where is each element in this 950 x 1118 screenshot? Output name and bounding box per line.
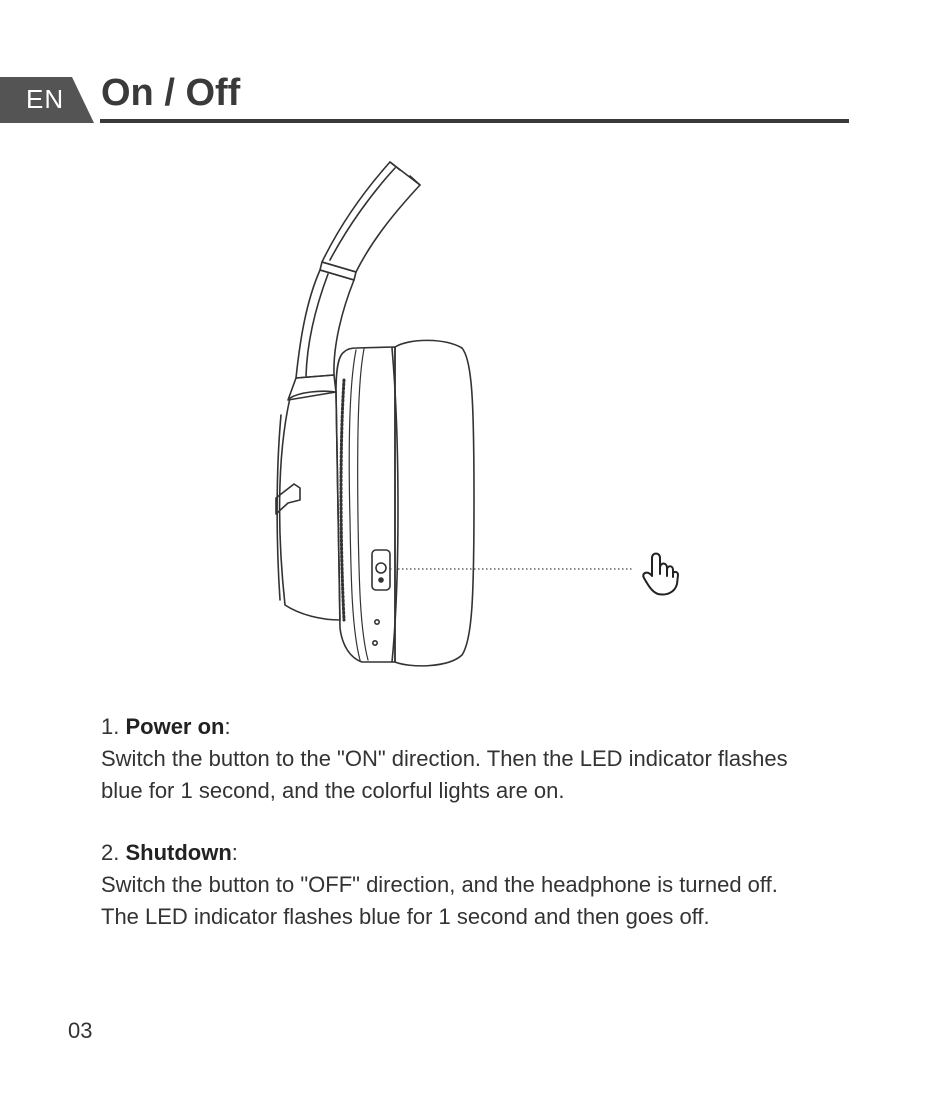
heading-colon: : [231, 840, 238, 865]
heading-colon: : [224, 714, 231, 739]
instruction-heading [101, 837, 778, 869]
headband-upper [322, 162, 420, 272]
instruction-line: Switch the button to "OFF" direction, and the headphone is turned off. [101, 872, 778, 897]
headband-upper-inner [330, 168, 395, 260]
instruction-heading-text: Power on [125, 714, 225, 739]
instruction-line: Switch the button to the "ON" direction. Then the LED indicator flashes [101, 746, 788, 771]
led-hole-1 [375, 620, 379, 624]
page-number: 03 [68, 1018, 93, 1043]
instruction-line: blue for 1 second, and the colorful lights are on. [101, 778, 565, 803]
instruction-number: 2. [101, 840, 126, 865]
ear-cup-body [336, 347, 395, 662]
led-hole-2 [373, 641, 377, 645]
language-label: EN [26, 84, 65, 114]
switch-knob [376, 563, 386, 573]
instruction-number: 1. [101, 714, 126, 739]
power-slide-switch [372, 550, 390, 590]
pointing-hand-icon [643, 554, 678, 595]
instruction-heading [101, 711, 788, 743]
switch-dot [379, 578, 383, 582]
headband-lower-inner [306, 274, 328, 376]
headband-lower [296, 270, 354, 378]
page-title: On / Off [101, 72, 241, 114]
ear-cushion [395, 340, 474, 666]
grille-edge [341, 380, 344, 620]
instruction-shutdown [101, 837, 778, 933]
ear-cup-rim-2 [358, 349, 368, 660]
ear-cup-back [280, 391, 340, 620]
instruction-power-on [101, 711, 788, 807]
instruction-line: The LED indicator flashes blue for 1 second and then goes off. [101, 904, 710, 929]
instruction-heading-text: Shutdown [125, 840, 232, 865]
